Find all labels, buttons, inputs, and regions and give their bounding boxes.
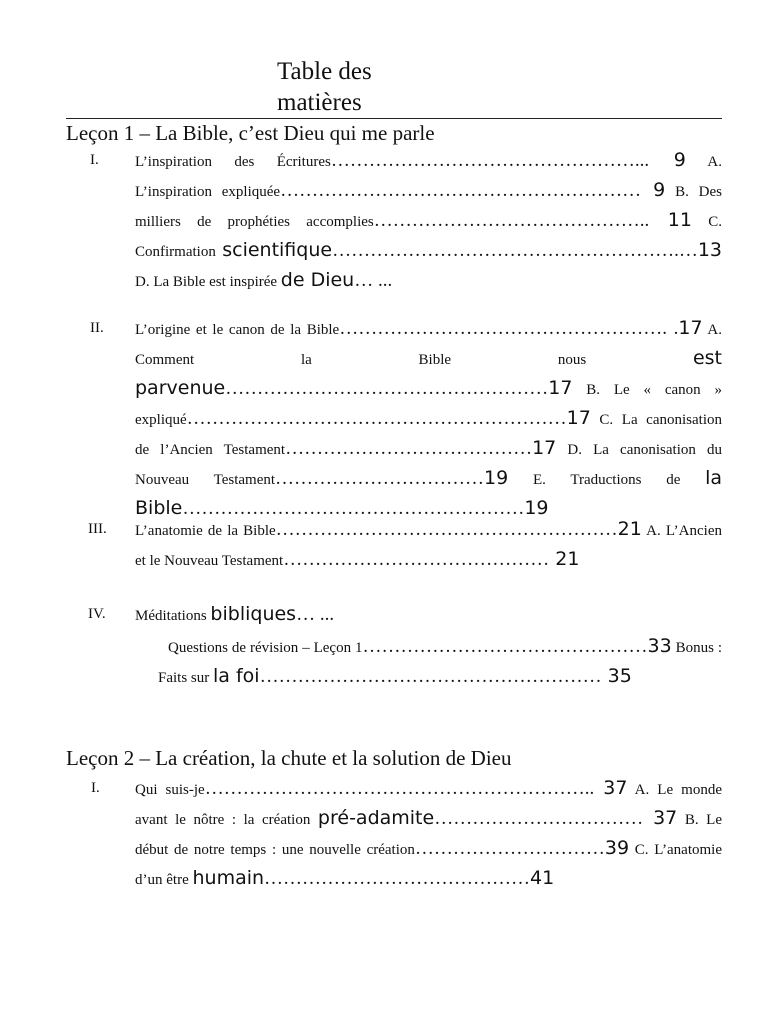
entry-title-segment: C. La canonisation de l’Ancien Testament <box>135 412 722 458</box>
entry-text <box>135 317 722 519</box>
toc-entry-1-4[interactable] <box>88 600 722 630</box>
entry-segment: 19 <box>484 467 509 489</box>
entry-text <box>135 603 335 625</box>
leader-dots: ……………………………………………….… <box>332 240 698 261</box>
leader-dots: …………………………………….. <box>373 210 650 231</box>
entry-title-segment: Qui suis-je <box>135 782 205 798</box>
entry-segment: de Dieu <box>280 269 355 291</box>
leader-dots: ……………………………………… <box>362 636 648 657</box>
leader-dots: …………………………… <box>275 468 485 489</box>
leader-dots: …………………………… <box>434 808 644 829</box>
entry-title-segment: A. Le monde avant le nôtre : la création <box>135 782 722 828</box>
entry-segment: 17 <box>532 437 557 459</box>
entry-segment: bibliques <box>210 603 297 625</box>
entry-segment: 19 <box>524 497 549 519</box>
entry-text <box>135 518 722 570</box>
entry-title-segment: B. Le début de notre temps : une nouvelle création <box>135 812 723 858</box>
entry-title-segment: L’anatomie de la Bible <box>135 523 276 539</box>
entry-segment: 17 <box>548 377 573 399</box>
entry-numeral: IV. <box>88 606 106 622</box>
entry-segment: 33 <box>647 635 672 657</box>
entry-numeral: II. <box>90 320 104 336</box>
entry-title-segment: Questions de révision – Leçon 1 <box>168 640 363 656</box>
entry-segment: 17 <box>566 407 591 429</box>
leader-dots: …………………………………………………….. <box>204 778 604 799</box>
toc-entry-review-bonus[interactable] <box>158 632 722 692</box>
leader-dots: ………………………………………………… <box>280 180 642 201</box>
toc-entry-1-2[interactable] <box>90 314 722 524</box>
entry-title-segment: A. L’inspiration expliquée <box>135 154 722 200</box>
entry-text <box>135 149 722 291</box>
entry-segment: humain <box>192 867 265 889</box>
entry-title-segment: D. La Bible est inspirée <box>135 274 281 290</box>
leader-dots: ………………………… <box>414 838 605 859</box>
leader-dots: … ... <box>354 270 393 291</box>
entry-segment: 39 <box>604 837 630 859</box>
entry-title-segment: Bonus : Faits sur <box>158 640 722 686</box>
leader-dots: …………………………………… <box>264 868 531 889</box>
entry-title-segment: L’inspiration des Écritures <box>135 154 331 170</box>
entry-title-segment: L’origine et le canon de la Bible <box>135 322 340 338</box>
leader-dots: ……………………………………………… <box>259 666 602 687</box>
entry-text <box>135 777 723 889</box>
entry-numeral: I. <box>90 152 99 168</box>
entry-title-segment: C. L’anatomie d’un être <box>135 842 722 888</box>
lesson-1-heading: Leçon 1 – La Bible, c’est Dieu qui me parle <box>66 121 435 145</box>
entry-title-segment: A. L’Ancien et le Nouveau Testament <box>135 523 722 569</box>
title-rule <box>66 118 722 119</box>
toc-entry-1-1[interactable] <box>90 146 722 296</box>
entry-segment: la Bible <box>135 467 722 519</box>
leader-dots: …………………………………… <box>283 549 550 570</box>
toc-entry-2-1[interactable] <box>91 774 723 894</box>
leader-dots: ……………………………………………… <box>275 519 618 540</box>
leader-dots: … ... <box>296 604 335 625</box>
entry-numeral: III. <box>88 521 107 537</box>
entry-segment: 11 <box>649 209 692 231</box>
leader-dots: ……………………………………………. . <box>339 318 679 339</box>
entry-segment: 17 <box>678 317 703 339</box>
entry-segment: scientifique <box>222 239 333 261</box>
page-title: Table des matières <box>277 58 372 116</box>
entry-text <box>158 635 722 687</box>
entry-numeral: I. <box>91 780 100 796</box>
entry-segment: 9 <box>641 179 666 201</box>
entry-title-segment: A. Comment la Bible nous <box>135 322 722 368</box>
entry-segment: 13 <box>697 239 722 261</box>
entry-segment: 21 <box>617 518 642 540</box>
entry-segment: pré-adamite <box>317 807 435 829</box>
entry-segment: 35 <box>601 665 632 687</box>
entry-title-segment: Méditations <box>135 608 211 624</box>
entry-segment: 37 <box>603 777 628 799</box>
entry-title-segment: B. Des milliers de prophéties accomplies <box>135 184 722 230</box>
entry-segment: 41 <box>530 867 555 889</box>
entry-segment: 21 <box>549 548 580 570</box>
lesson-2-heading: Leçon 2 – La création, la chute et la solution de Dieu <box>66 746 512 770</box>
entry-title-segment: C. Confirmation <box>135 214 722 260</box>
entry-title-segment: D. La canonisation du Nouveau Testament <box>135 442 722 488</box>
entry-title-segment: B. Le « canon » expliqué <box>135 382 722 428</box>
leader-dots: ……………………………………………… <box>182 498 525 519</box>
leader-dots: ………………………………… <box>285 438 533 459</box>
toc-entry-1-3[interactable] <box>88 515 722 575</box>
entry-segment: la foi <box>213 665 260 687</box>
leader-dots: …………………………………………… <box>225 378 549 399</box>
leader-dots: …………………………………………... <box>330 150 650 171</box>
entry-segment: 9 <box>649 149 686 171</box>
leader-dots: …………………………………………………… <box>186 408 567 429</box>
entry-segment: 37 <box>643 807 678 829</box>
entry-title-segment: E. Traductions de <box>508 472 706 488</box>
entry-segment: est parvenue <box>135 347 722 399</box>
